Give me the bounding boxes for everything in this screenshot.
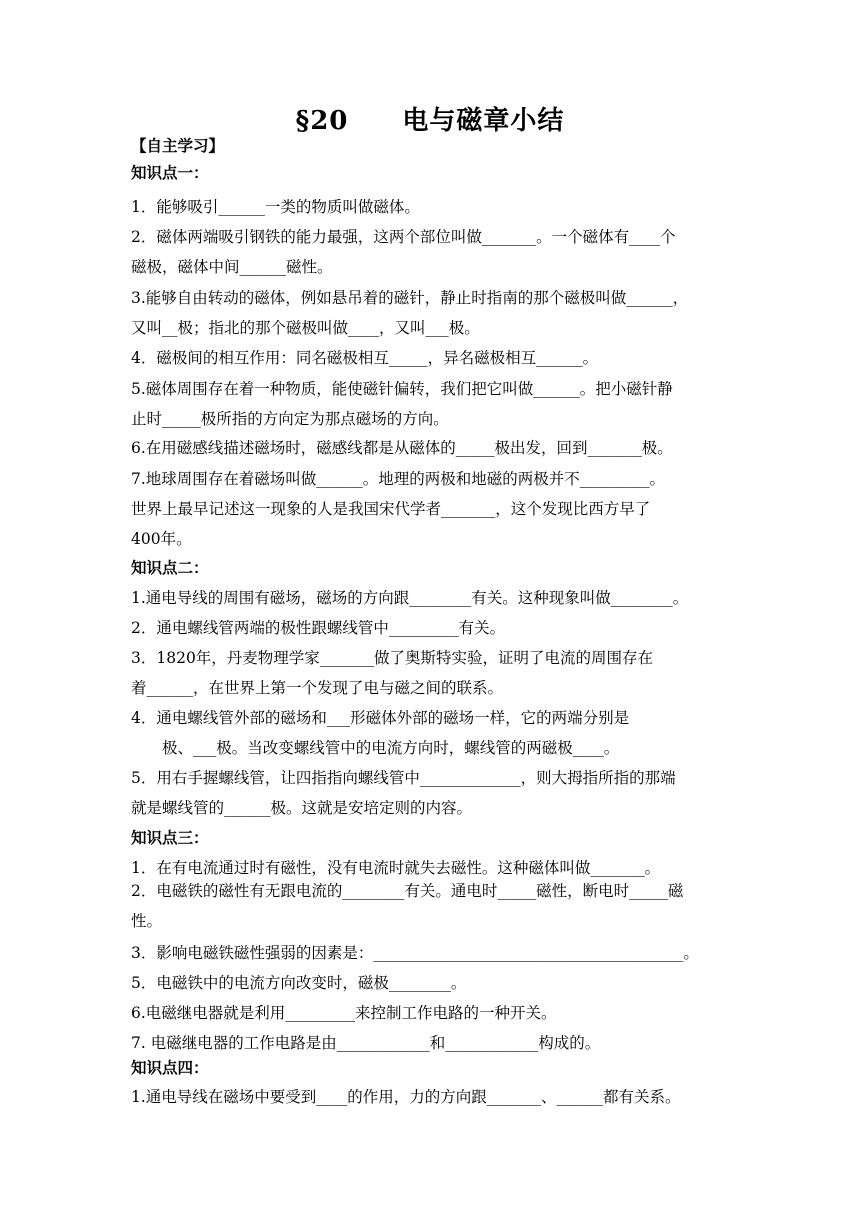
question-line: 5．电磁铁中的电流方向改变时，磁极________。 — [131, 974, 467, 992]
page-title: §20 电与磁章小结 — [295, 106, 565, 136]
question-line: 2．通电螺线管两端的极性跟螺线管中_________有关。 — [131, 619, 506, 637]
question-line: 5.磁体周围存在着一种物质，能使磁针偏转，我们把它叫做______。把小磁针静 — [131, 380, 673, 398]
question-line: 3．影响电磁铁磁性强弱的因素是：________________________________________。 — [131, 944, 699, 962]
section-heading: 【自主学习】 — [131, 136, 225, 155]
question-line: 400年。 — [131, 530, 192, 548]
question-line: 7. 电磁继电器的工作电路是由____________和____________构成的。 — [131, 1034, 601, 1052]
question-line: 性。 — [131, 912, 163, 930]
question-line: 6.电磁继电器就是利用_________来控制工作电路的一种开关。 — [131, 1004, 557, 1022]
question-line: 磁极，磁体中间______磁性。 — [131, 258, 333, 276]
question-line: 又叫__极；指北的那个磁极叫做____，又叫___极。 — [131, 319, 480, 337]
question-line: 4．磁极间的相互作用：同名磁极相互_____，异名磁极相互______。 — [131, 349, 599, 367]
knowledge-point-heading: 知识点三： — [131, 828, 209, 847]
question-line: 7.地球周围存在着磁场叫做______。地理的两极和地磁的两极并不_________。 — [131, 470, 666, 488]
knowledge-point-heading: 知识点二： — [131, 558, 209, 577]
question-line: 1．能够吸引______一类的物质叫做磁体。 — [131, 198, 420, 216]
question-line: 6.在用磁感线描述磁场时，磁感线都是从磁体的_____极出发，回到_______极。 — [131, 439, 673, 457]
question-line: 就是螺线管的______极。这就是安培定则的内容。 — [131, 799, 473, 817]
question-line: 5．用右手握螺线管，让四指指向螺线管中_____________，则大拇指所指的那端 — [131, 769, 676, 787]
question-line: 3.能够自由转动的磁体，例如悬吊着的磁针，静止时指南的那个磁极叫做______， — [131, 289, 689, 307]
question-line: 止时_____极所指的方向定为那点磁场的方向。 — [131, 410, 449, 428]
question-line: 4．通电螺线管外部的磁场和___形磁体外部的磁场一样，它的两端分别是 — [131, 709, 630, 727]
knowledge-point-heading: 知识点一： — [131, 163, 209, 182]
question-line: 2．电磁铁的磁性有无跟电流的________有关。通电时_____磁性，断电时_____磁 — [131, 882, 684, 900]
question-line: 3．1820年，丹麦物理学家_______做了奥斯特实验，证明了电流的周围存在 — [131, 649, 654, 667]
question-line: 2．磁体两端吸引钢铁的能力最强，这两个部位叫做_______。一个磁体有____个 — [131, 228, 676, 246]
question-line: 1.通电导线的周围有磁场，磁场的方向跟________有关。这种现象叫做________。 — [131, 589, 689, 607]
knowledge-point-heading: 知识点四： — [131, 1058, 209, 1077]
question-line: 1．在有电流通过时有磁性，没有电流时就失去磁性。这种磁体叫做_______。 — [131, 859, 661, 877]
question-line: 1.通电导线在磁场中要受到____的作用，力的方向跟_______、______都有关系。 — [131, 1088, 681, 1106]
question-line: 着______，在世界上第一个发现了电与磁之间的联系。 — [131, 679, 504, 697]
question-line: 极、___极。当改变螺线管中的电流方向时，螺线管的两磁极____。 — [131, 739, 620, 757]
question-line: 世界上最早记述这一现象的人是我国宋代学者_______，这个发现比西方早了 — [131, 500, 651, 518]
